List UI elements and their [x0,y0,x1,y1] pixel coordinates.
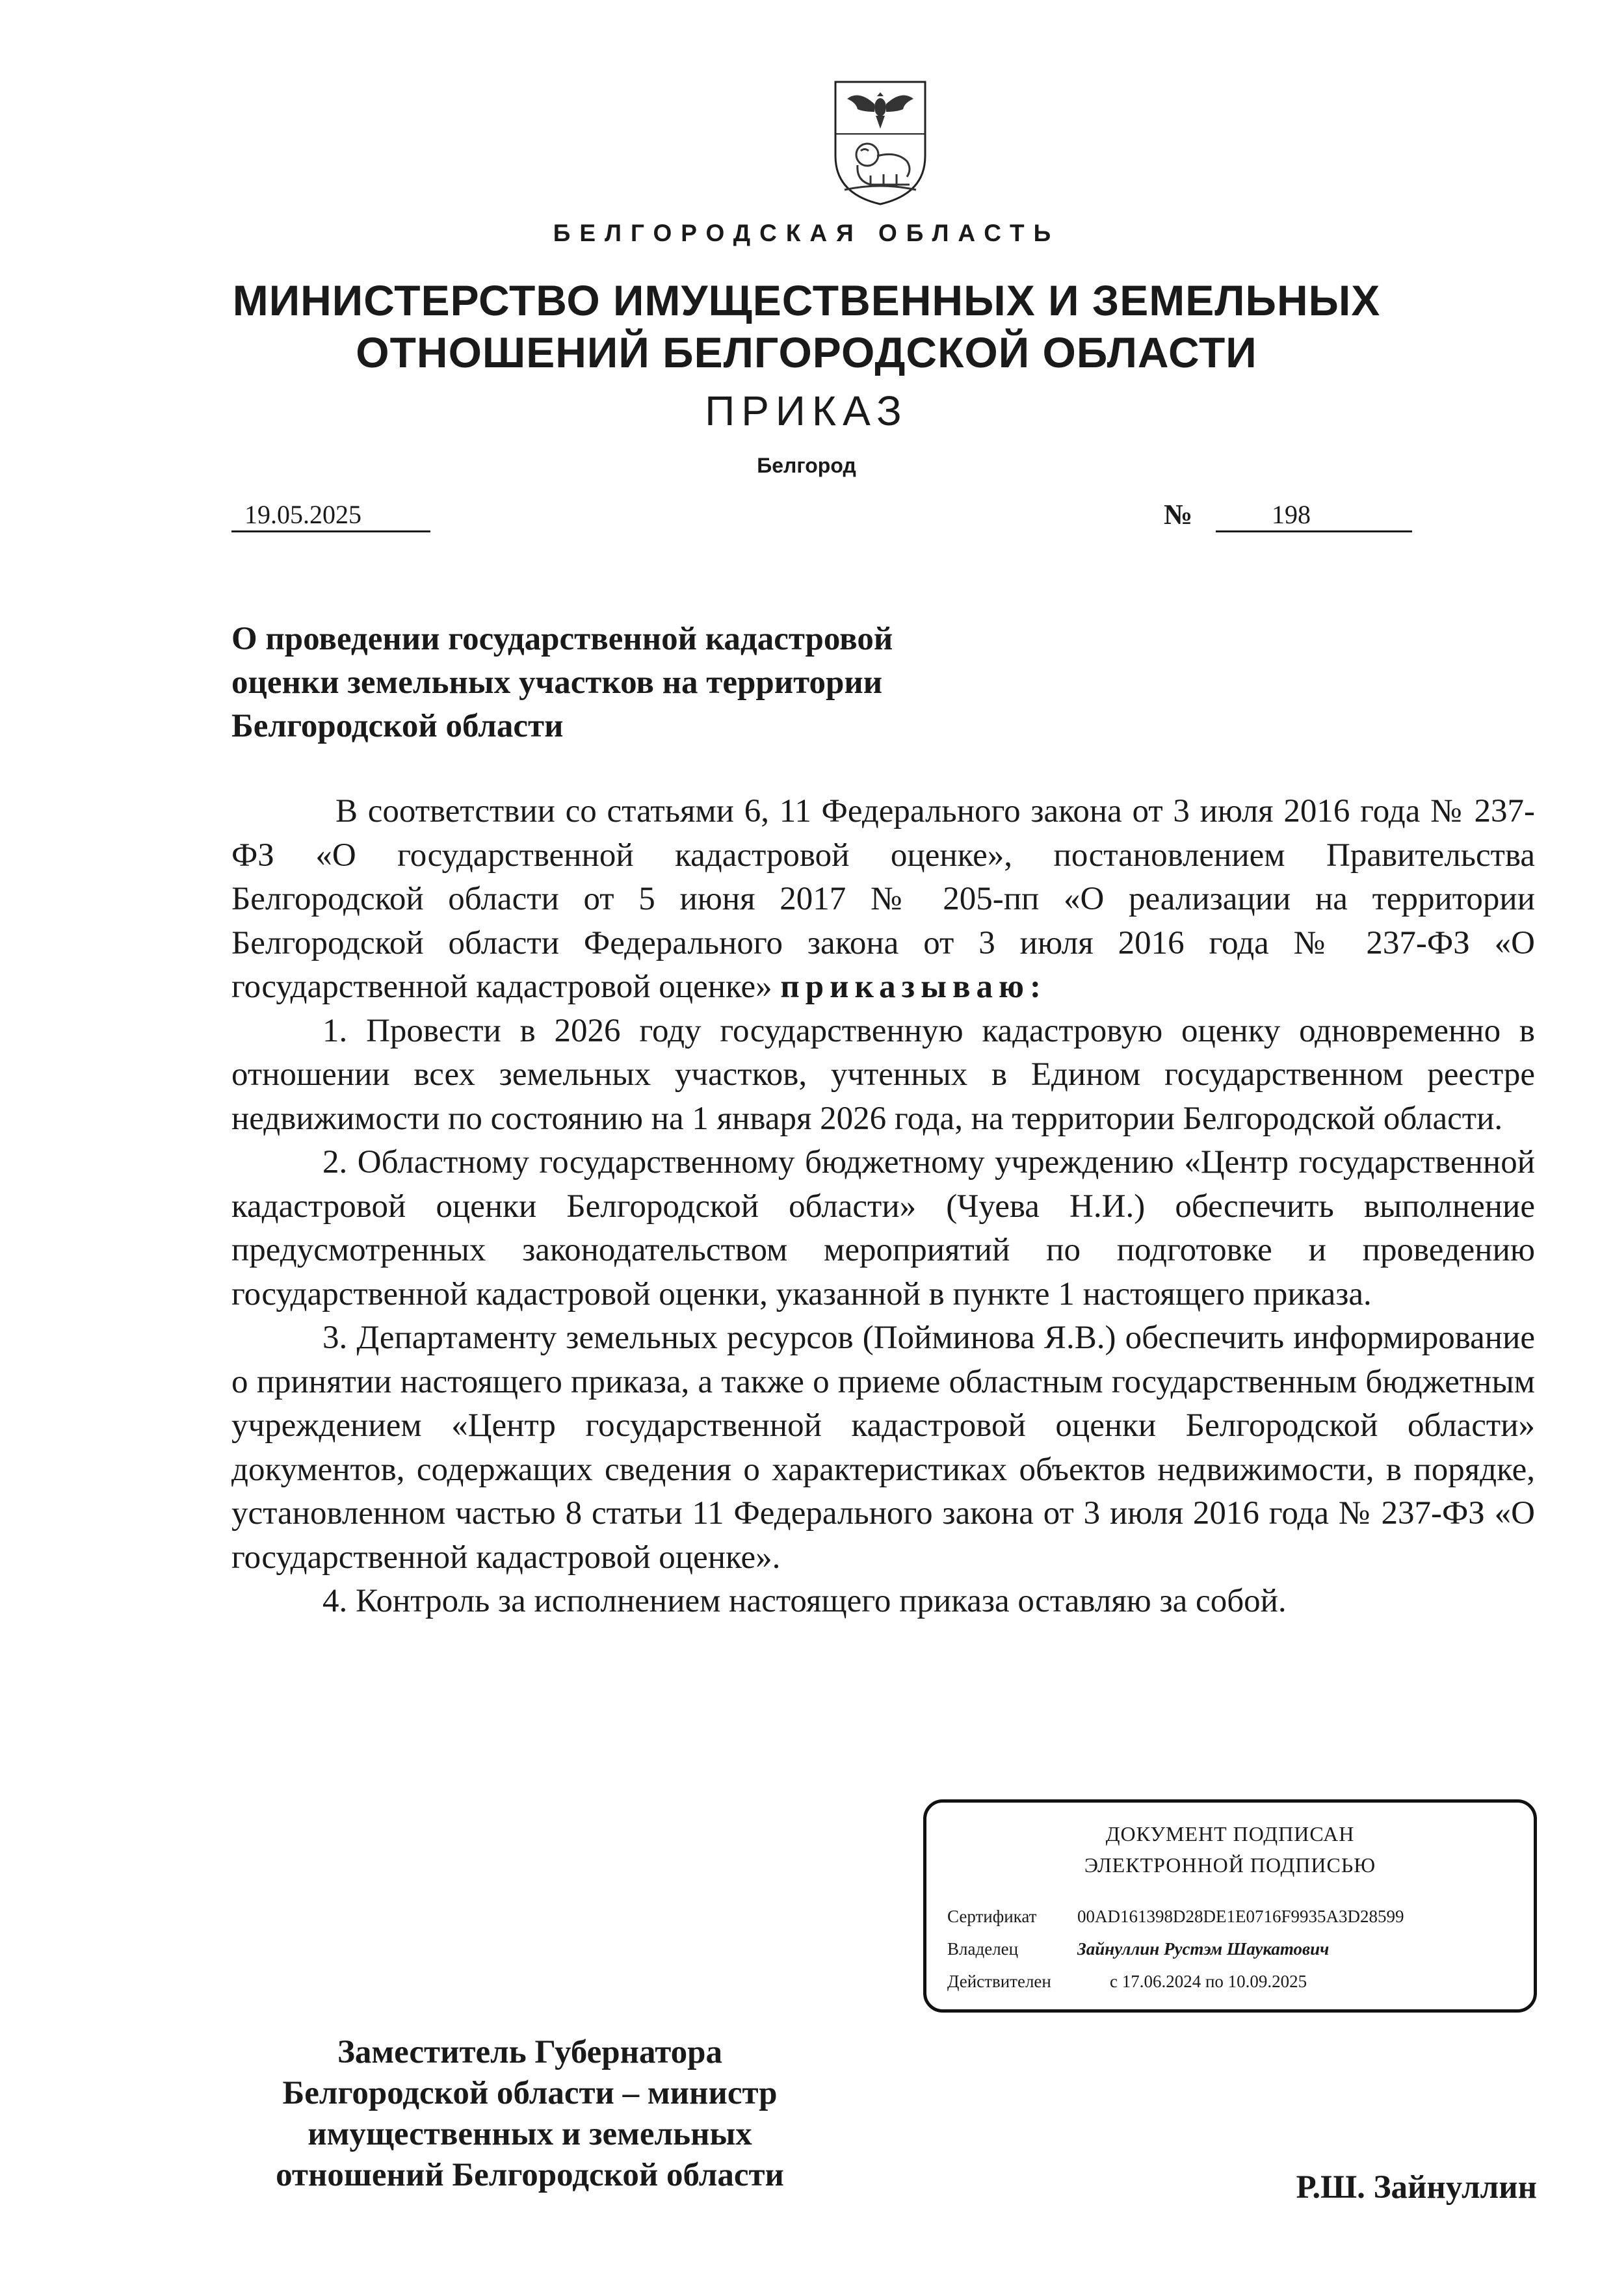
order-heading [231,618,1077,748]
electronic-signature-stamp [923,1799,1537,2013]
intro-emphasis: приказываю: [780,969,1047,1005]
signatory-position [221,2032,839,2196]
order-item-2: 2. Областному государственному бюджетному учреждению «Центр государственной кадастровой оценки Белгородской области» (Чуева Н.И.) обеспечить выполнение предусмотренных законодательством мероприятий по подготовке и проведению государственной кадастровой оценки, указанной в пункте 1 настоящего приказа. [231,1144,1535,1312]
order-heading-line-3: Белгородской области [231,708,564,744]
stamp-validity-row [947,1972,1307,1992]
owner-label: Владелец [947,1939,1019,1959]
order-date: 19.05.2025 [231,499,430,532]
intro-paragraph [231,790,1535,1010]
stamp-title [926,1818,1534,1881]
validity-label: Действителен [947,1972,1051,1991]
order-item-1: 1. Провести в 2026 году государственную кадастровую оценку одновременно в отношении всех земельных участков, учтенных в Едином государственном реестре недвижимости по состоянию на 1 января 2026 года, на территории Белгородской области. [231,1012,1535,1137]
certificate-label: Сертификат [947,1907,1037,1926]
intro-text: В соответствии со статьями 6, 11 Федерального закона от 3 июля 2016 года № 237-ФЗ «О государственной кадастровой оценке», постановлением Правительства Белгородской области от 5 июня 2017 № 205-пп «О реализации на территории Белгородской области Федерального закона от 3 июля 2016 года № 237-ФЗ «О государственной кадастровой оценке» [231,793,1535,1005]
certificate-value: 00AD161398D28DE1E0716F9935A3D28599 [1077,1907,1404,1926]
region-title: БЕЛГОРОДСКАЯ ОБЛАСТЬ [553,220,1060,246]
stamp-title-line-2: ЭЛЕКТРОННОЙ ПОДПИСЬЮ [1084,1853,1376,1877]
order-number: 198 [1216,499,1412,532]
number-sign: № [1164,499,1193,530]
document-type: ПРИКАЗ [705,387,908,434]
city-name: Белгород [757,454,856,477]
order-heading-line-1: О проведении государственной кадастровой [231,621,893,657]
order-item-3: 3. Департаменту земельных ресурсов (Пойминова Я.В.) обеспечить информирование о принятии настоящего приказа, а также о приеме областным государственным бюджетным учреждением «Центр государственной кадастровой оценки Белгородской области» документов, содержащих сведения о характеристиках объектов недвижимости, в порядке, установленном частью 8 статьи 11 Федерального закона от 3 июля 2016 года № 237-ФЗ «О государственной кадастровой оценке». [231,1320,1535,1576]
validity-value: с 17.06.2024 по 10.09.2025 [1110,1972,1307,1991]
signatory-position-line-2: Белгородской области – министр [282,2075,778,2111]
stamp-certificate-row [947,1907,1404,1927]
order-heading-line-2: оценки земельных участков на территории [231,664,883,701]
signatory-position-line-4: отношений Белгородской области [276,2157,784,2193]
stamp-title-line-1: ДОКУМЕНТ ПОДПИСАН [1105,1822,1355,1846]
ministry-title-line-2: ОТНОШЕНИЙ БЕЛГОРОДСКОЙ ОБЛАСТИ [356,328,1257,376]
signatory-name: Р.Ш. Зайнуллин [1296,2169,1537,2206]
coat-of-arms-icon [832,78,929,208]
owner-value: Зайнуллин Рустэм Шаукатович [1077,1939,1330,1959]
order-item-4: 4. Контроль за исполнением настоящего приказа оставляю за собой. [322,1583,1287,1619]
signatory-position-line-1: Заместитель Губернатора [337,2034,722,2070]
ministry-title [0,274,1613,378]
ministry-title-line-1: МИНИСТЕРСТВО ИМУЩЕСТВЕННЫХ И ЗЕМЕЛЬНЫХ [232,276,1381,324]
signatory-position-line-3: имущественных и земельных [308,2116,752,2152]
stamp-owner-row [947,1939,1329,1959]
order-body [231,790,1535,1624]
